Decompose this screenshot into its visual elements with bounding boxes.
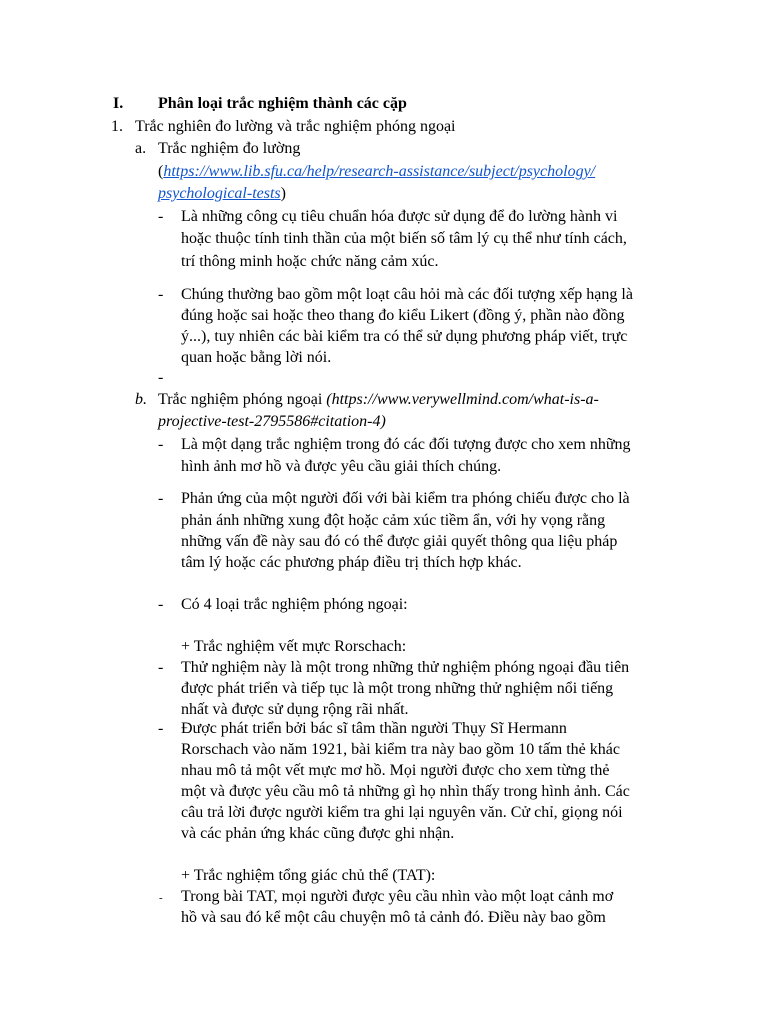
bullet-dash: - bbox=[158, 286, 164, 303]
reference-link-continued[interactable]: psychological-tests bbox=[158, 185, 281, 202]
bullet-text-line: Là một dạng trắc nghiệm trong đó các đối tượng được cho xem những bbox=[181, 436, 631, 453]
bullet-text-line: hình ảnh mơ hồ và được yêu cầu giải thích chúng. bbox=[181, 458, 502, 475]
source-reference-continued: projective-test-2795586#citation-4) bbox=[158, 413, 386, 430]
bullet-text-line: nhau mô tả một vết mực mơ hồ. Mọi người được cho xem từng thẻ bbox=[181, 762, 610, 779]
subitem-title-b bbox=[158, 389, 599, 411]
bullet-dash: - bbox=[158, 490, 164, 507]
bullet-text-line: nhất và được sử dụng rộng rãi nhất. bbox=[181, 701, 409, 718]
item-title: Trắc nghiên đo lường và trắc nghiệm phóng ngoại bbox=[135, 118, 456, 135]
bullet-text-line: và các phản ứng khác cũng được ghi nhận. bbox=[181, 825, 455, 842]
source-reference: (https://www.verywellmind.com/what-is-a- bbox=[326, 391, 599, 408]
bullet-text-line: hoặc thuộc tính tinh thần của một biến số tâm lý cụ thể như tính cách, bbox=[181, 230, 627, 247]
bullet-text-line: phản ánh những xung đột hoặc cảm xúc tiềm ẩn, với hy vọng rằng bbox=[181, 512, 606, 529]
subtype-heading-rorschach: + Trắc nghiệm vết mực Rorschach: bbox=[181, 638, 407, 655]
bullet-text-line: những vấn đề này sau đó có thể được giải quyết thông qua liệu pháp bbox=[181, 533, 618, 550]
bullet-text-line: Chúng thường bao gồm một loạt câu hỏi mà các đối tượng xếp hạng là bbox=[181, 286, 633, 303]
bullet-text-line: một và được yêu cầu mô tả những gì họ nhìn thấy trong hình ảnh. Các bbox=[181, 783, 630, 800]
subitem-letter-a: a. bbox=[135, 140, 147, 157]
bullet-text-line: câu trả lời được người kiểm tra ghi lại nguyên văn. Cử chỉ, giọng nói bbox=[181, 804, 623, 821]
bullet-dash: - bbox=[159, 892, 163, 904]
bullet-dash: - bbox=[158, 436, 164, 453]
bullet-text-line: Phản ứng của một người đối với bài kiểm tra phóng chiếu được cho là bbox=[181, 490, 630, 507]
bullet-dash: - bbox=[158, 208, 164, 225]
subitem-title-b-text: Trắc nghiệm phóng ngoại bbox=[158, 391, 323, 408]
bullet-text-line: trí thông minh hoặc chức năng cảm xúc. bbox=[181, 253, 439, 270]
section-number: I. bbox=[113, 95, 124, 112]
link-line bbox=[158, 183, 286, 205]
bullet-text-line: quan hoặc bằng lời nói. bbox=[181, 349, 332, 366]
bullet-text-line: đúng hoặc sai hoặc theo thang đo kiểu Likert (đồng ý, phần nào đồng bbox=[181, 307, 625, 324]
section-title: Phân loại trắc nghiệm thành các cặp bbox=[158, 95, 407, 112]
bullet-text-line: Là những công cụ tiêu chuẩn hóa được sử dụng để đo lường hành vi bbox=[181, 208, 618, 225]
bullet-dash: - bbox=[158, 659, 164, 676]
subitem-title-a: Trắc nghiệm đo lường bbox=[158, 140, 301, 157]
bullet-text-line: Trong bài TAT, mọi người được yêu cầu nhìn vào một loạt cảnh mơ bbox=[181, 888, 614, 905]
bullet-text-line: Thử nghiệm này là một trong những thử nghiệm phóng ngoại đầu tiên bbox=[181, 659, 630, 676]
empty-bullet-dash: - bbox=[158, 369, 164, 386]
bullet-text-line: được phát triển và tiếp tục là một trong những thử nghiệm nổi tiếng bbox=[181, 680, 614, 697]
close-paren: ) bbox=[280, 185, 286, 202]
subitem-letter-b: b. bbox=[135, 391, 147, 408]
link-line bbox=[158, 161, 595, 183]
subtype-heading-tat: + Trắc nghiệm tổng giác chủ thể (TAT): bbox=[181, 867, 436, 884]
open-paren: ( bbox=[158, 163, 164, 180]
bullet-text-line: tâm lý hoặc các phương pháp điều trị thích hợp khác. bbox=[181, 554, 522, 571]
bullet-text-line: ý...), tuy nhiên các bài kiểm tra có thể sử dụng phương pháp viết, trực bbox=[181, 328, 628, 345]
bullet-text-line: Được phát triển bởi bác sĩ tâm thần người Thụy Sĩ Hermann bbox=[181, 720, 567, 737]
reference-link[interactable]: https://www.lib.sfu.ca/help/research-assistance/subject/psychology/ bbox=[163, 163, 596, 180]
bullet-dash: - bbox=[158, 720, 164, 737]
bullet-text-line: hồ và sau đó kể một câu chuyện mô tả cảnh đó. Điều này bao gồm bbox=[181, 909, 606, 926]
item-number: 1. bbox=[111, 118, 123, 135]
bullet-dash: - bbox=[158, 596, 164, 613]
bullet-text-line: Có 4 loại trắc nghiệm phóng ngoại: bbox=[181, 596, 408, 613]
bullet-text-line: Rorschach vào năm 1921, bài kiểm tra này bao gồm 10 tấm thẻ khác bbox=[181, 741, 620, 758]
